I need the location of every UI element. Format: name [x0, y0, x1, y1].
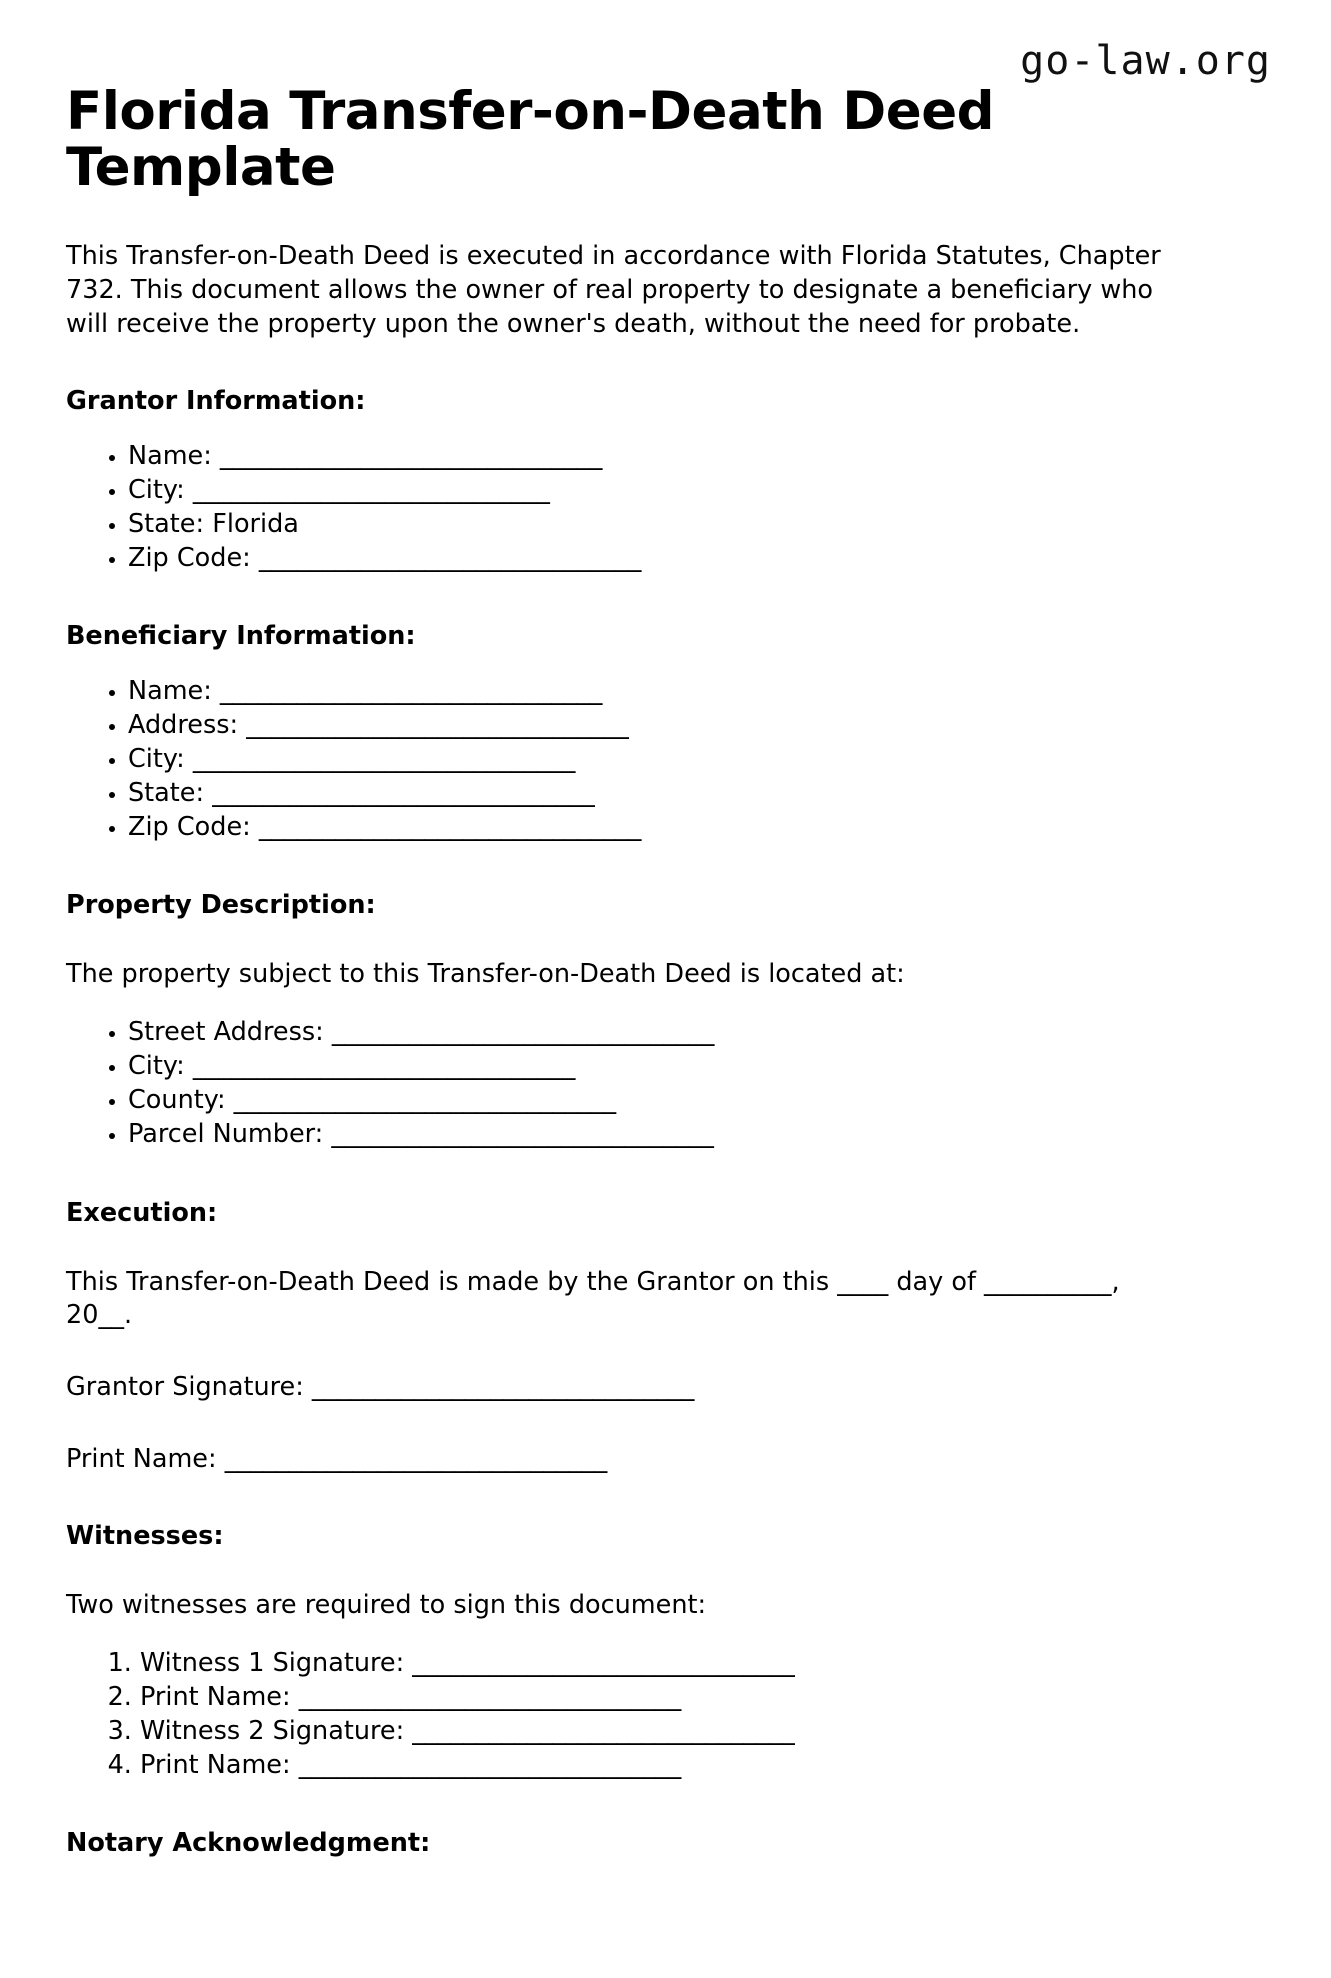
- list-item: • Zip Code: ______________________________: [128, 544, 1265, 578]
- witnesses-intro-text: Two witnesses are required to sign this document:: [66, 1590, 707, 1621]
- section-heading-notary-acknowledgment: Notary Acknowledgment:: [66, 1828, 431, 1859]
- list-item: • Zip Code: ______________________________: [128, 813, 1265, 847]
- section-heading-property-description: Property Description:: [66, 890, 376, 921]
- page-bottom-spacer: [66, 1858, 1265, 1978]
- list-item: 1. Witness 1 Signature: ______________________________: [140, 1649, 1265, 1683]
- list-item: • City: ______________________________: [128, 1052, 1265, 1086]
- grantor-field-list: [66, 442, 1265, 577]
- list-item: 4. Print Name: ______________________________: [140, 1751, 1265, 1785]
- list-item: • City: ____________________________: [128, 476, 1265, 510]
- intro-paragraph: This Transfer-on-Death Deed is executed in accordance with Florida Statutes, Chapter 732. This document allows the owner of real property to designate a beneficiary who will receive the property upon the owner's death, without the need for probate.: [66, 241, 1161, 340]
- site-watermark: go-law.org: [1020, 38, 1271, 84]
- property-intro-text: The property subject to this Transfer-on-Death Deed is located at:: [66, 959, 905, 990]
- list-item: 3. Witness 2 Signature: ______________________________: [140, 1717, 1265, 1751]
- list-item: • Name: ______________________________: [128, 442, 1265, 476]
- list-item: • Address: ______________________________: [128, 711, 1265, 745]
- list-item: • Name: ______________________________: [128, 677, 1265, 711]
- list-item: • State: Florida: [128, 510, 1265, 544]
- execution-statement: This Transfer-on-Death Deed is made by the Grantor on this ____ day of __________, 20__.: [66, 1266, 1120, 1331]
- list-item: 2. Print Name: ______________________________: [140, 1683, 1265, 1717]
- property-field-list: [66, 1018, 1265, 1153]
- list-item: • Street Address: ______________________________: [128, 1018, 1265, 1052]
- grantor-signature-line: Grantor Signature: ______________________________: [66, 1372, 695, 1403]
- list-item: • Parcel Number: ______________________________: [128, 1120, 1265, 1154]
- list-item: • City: ______________________________: [128, 745, 1265, 779]
- section-heading-execution: Execution:: [66, 1197, 218, 1228]
- witness-field-list: [66, 1649, 1265, 1784]
- list-item: • State: ______________________________: [128, 779, 1265, 813]
- grantor-print-name-line: Print Name: ______________________________: [66, 1444, 608, 1475]
- page-title: Florida Transfer-on-Death Deed Template: [66, 81, 995, 199]
- section-heading-beneficiary: Beneficiary Information:: [66, 621, 416, 652]
- section-heading-grantor: Grantor Information:: [66, 386, 366, 417]
- section-heading-witnesses: Witnesses:: [66, 1521, 224, 1552]
- list-item: • County: ______________________________: [128, 1086, 1265, 1120]
- beneficiary-field-list: [66, 677, 1265, 846]
